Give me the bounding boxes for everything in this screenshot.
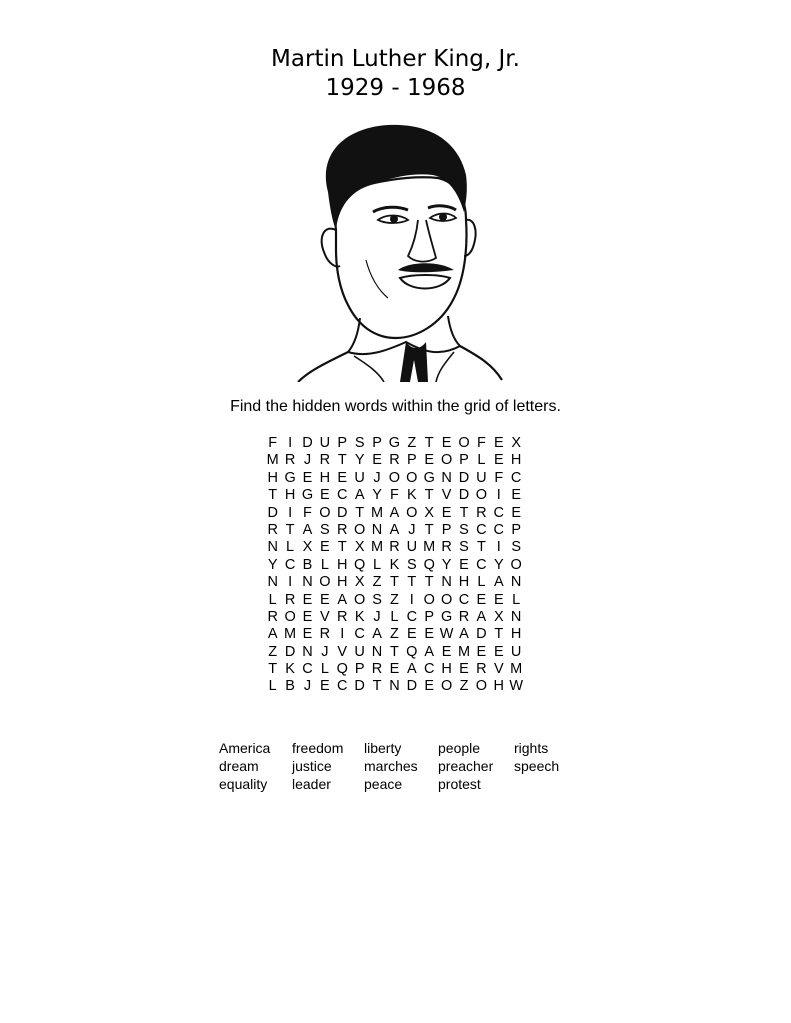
grid-letter: L xyxy=(320,556,329,573)
grid-letter: A xyxy=(302,521,313,538)
grid-letter: D xyxy=(458,469,470,486)
word-list-item: America xyxy=(219,740,271,756)
grid-letter: L xyxy=(286,539,295,556)
grid-letter: X xyxy=(354,539,365,556)
grid-letter: Y xyxy=(441,556,452,573)
grid-letter: N xyxy=(510,574,522,591)
grid-letter: Z xyxy=(390,591,399,608)
grid-letter: H xyxy=(284,487,296,504)
grid-letter: N xyxy=(371,643,383,660)
grid-row xyxy=(264,574,525,591)
grid-letter: T xyxy=(390,574,399,591)
grid-letter: O xyxy=(319,504,331,521)
grid-row xyxy=(264,626,525,643)
grid-letter: R xyxy=(337,521,348,538)
grid-letter: D xyxy=(302,435,313,451)
grid-letter: A xyxy=(476,608,487,625)
grid-letter: L xyxy=(477,452,486,469)
grid-row xyxy=(264,678,525,695)
grid-letter: C xyxy=(337,678,348,695)
grid-letter: Y xyxy=(267,556,278,573)
grid-letter: U xyxy=(510,643,522,660)
grid-letter: R xyxy=(458,608,470,625)
grid-letter: Y xyxy=(354,452,365,469)
grid-letter: T xyxy=(372,678,382,695)
grid-letter: P xyxy=(441,521,452,538)
word-list-item: freedom xyxy=(292,740,344,756)
grid-letter: L xyxy=(373,556,382,573)
grid-letter: R xyxy=(337,608,348,625)
grid-letter: E xyxy=(302,608,313,625)
grid-letter: E xyxy=(302,591,313,608)
grid-letter: C xyxy=(337,487,348,504)
grid-letter: F xyxy=(303,504,312,521)
grid-letter: A xyxy=(493,574,504,591)
grid-letter: N xyxy=(389,678,400,695)
grid-letter: F xyxy=(476,435,486,451)
grid-letter: U xyxy=(354,469,365,486)
grid-letter: J xyxy=(303,678,312,695)
grid-letter: G xyxy=(388,435,401,451)
grid-letter: W xyxy=(509,678,523,695)
grid-letter: C xyxy=(302,661,313,678)
grid-letter: O xyxy=(440,452,453,469)
grid-letter: Q xyxy=(423,556,435,573)
grid-letter: E xyxy=(424,626,435,643)
grid-letter: H xyxy=(337,556,348,573)
grid-letter: P xyxy=(406,452,417,469)
grid-letter: F xyxy=(268,435,278,451)
grid-letter: I xyxy=(288,435,293,451)
word-column xyxy=(514,739,574,793)
grid-letter: A xyxy=(372,626,382,643)
grid-letter: E xyxy=(406,626,417,643)
grid-letter: R xyxy=(389,452,400,469)
grid-letter: D xyxy=(337,504,348,521)
grid-letter: G xyxy=(440,608,453,625)
grid-letter: P xyxy=(372,435,382,451)
grid-letter: Q xyxy=(354,556,366,573)
grid-letter: V xyxy=(493,661,504,678)
grid-letter: O xyxy=(423,591,435,608)
grid-letter: N xyxy=(267,574,278,591)
word-list-item: liberty xyxy=(364,740,402,756)
grid-letter: O xyxy=(458,435,470,451)
grid-letter: Z xyxy=(390,626,399,643)
grid-letter: N xyxy=(302,574,313,591)
grid-letter: M xyxy=(370,539,384,556)
grid-letter: O xyxy=(510,556,522,573)
grid-letter: G xyxy=(284,469,296,486)
grid-letter: C xyxy=(493,504,505,521)
grid-letter: R xyxy=(319,626,331,643)
grid-letter: J xyxy=(303,452,312,469)
worksheet-title xyxy=(0,45,791,103)
grid-letter: R xyxy=(389,539,400,556)
grid-letter: R xyxy=(371,661,383,678)
grid-letter: E xyxy=(302,469,313,486)
grid-letter: E xyxy=(459,661,469,678)
grid-letter: P xyxy=(511,521,521,538)
grid-row xyxy=(264,505,525,522)
grid-letter: U xyxy=(476,469,487,486)
grid-letter: O xyxy=(354,591,366,608)
grid-letter: I xyxy=(340,626,345,643)
grid-letter: N xyxy=(302,643,313,660)
grid-letter: E xyxy=(493,452,504,469)
grid-letter: X xyxy=(493,608,504,625)
grid-letter: S xyxy=(406,556,417,573)
grid-letter: E xyxy=(511,504,521,521)
grid-letter: E xyxy=(459,556,469,573)
word-list-item: preacher xyxy=(438,758,494,774)
grid-letter: E xyxy=(441,643,452,660)
grid-letter: S xyxy=(511,539,521,556)
grid-letter: Q xyxy=(336,661,348,678)
grid-letter: M xyxy=(423,539,436,556)
grid-letter: C xyxy=(423,661,435,678)
grid-letter: H xyxy=(319,469,331,486)
grid-letter: O xyxy=(440,678,453,695)
grid-letter: C xyxy=(476,556,487,573)
grid-letter: C xyxy=(493,521,505,538)
grid-letter: I xyxy=(288,504,293,521)
grid-letter: K xyxy=(389,556,400,573)
portrait-drawing xyxy=(288,120,508,382)
grid-letter: H xyxy=(458,574,470,591)
word-list-item: marches xyxy=(364,758,418,774)
grid-letter: E xyxy=(493,435,504,451)
word-column xyxy=(364,739,438,793)
grid-row xyxy=(264,452,525,469)
grid-letter: O xyxy=(440,591,453,608)
grid-letter: J xyxy=(373,608,381,625)
title-name: Martin Luther King, Jr. xyxy=(271,46,520,72)
grid-letter: T xyxy=(494,626,504,643)
grid-letter: N xyxy=(510,608,522,625)
grid-letter: Y xyxy=(372,487,382,504)
grid-letter: D xyxy=(458,487,470,504)
grid-letter: K xyxy=(406,487,417,504)
grid-letter: K xyxy=(285,661,295,678)
grid-letter: I xyxy=(496,539,501,556)
grid-letter: T xyxy=(355,504,365,521)
grid-letter: X xyxy=(354,574,365,591)
grid-letter: D xyxy=(406,678,418,695)
grid-letter: F xyxy=(494,469,504,486)
grid-letter: P xyxy=(459,452,469,469)
grid-letter: U xyxy=(319,435,331,451)
grid-letter: O xyxy=(406,504,418,521)
grid-letter: E xyxy=(320,539,330,556)
grid-letter: L xyxy=(477,574,486,591)
word-list-item: speech xyxy=(514,758,560,774)
grid-letter: L xyxy=(512,591,521,608)
grid-row xyxy=(264,644,525,661)
grid-letter: I xyxy=(409,591,414,608)
grid-letter: T xyxy=(337,452,347,469)
grid-letter: U xyxy=(354,643,365,660)
grid-letter: E xyxy=(441,504,452,521)
grid-letter: H xyxy=(510,452,522,469)
grid-letter: T xyxy=(285,521,295,538)
grid-letter: A xyxy=(424,643,435,660)
grid-letter: R xyxy=(476,504,487,521)
grid-row xyxy=(264,592,525,609)
grid-letter: O xyxy=(354,521,366,538)
grid-letter: E xyxy=(424,452,435,469)
title-years: 1929 - 1968 xyxy=(325,75,466,101)
grid-letter: D xyxy=(476,626,487,643)
grid-row xyxy=(264,539,525,556)
grid-letter: P xyxy=(337,435,348,451)
grid-letter: C xyxy=(406,608,418,625)
grid-letter: T xyxy=(476,539,486,556)
grid-row xyxy=(264,609,525,626)
grid-letter: O xyxy=(284,608,296,625)
grid-row xyxy=(264,522,525,539)
grid-letter: A xyxy=(354,487,365,504)
grid-letter: V xyxy=(337,643,348,660)
grid-letter: T xyxy=(268,487,278,504)
grid-letter: S xyxy=(459,539,469,556)
word-list xyxy=(219,739,574,793)
grid-letter: E xyxy=(320,678,330,695)
grid-letter: T xyxy=(337,539,347,556)
word-column xyxy=(292,739,364,793)
grid-letter: E xyxy=(476,643,487,660)
word-list-item: leader xyxy=(292,776,331,792)
grid-letter: T xyxy=(459,504,469,521)
grid-letter: C xyxy=(458,591,470,608)
grid-letter: V xyxy=(320,608,330,625)
grid-letter: J xyxy=(321,643,329,660)
grid-letter: R xyxy=(267,608,278,625)
grid-letter: Z xyxy=(268,643,278,660)
grid-letter: M xyxy=(284,626,297,643)
grid-letter: W xyxy=(439,626,454,643)
grid-letter: T xyxy=(390,643,399,660)
grid-letter: X xyxy=(424,504,435,521)
grid-letter: O xyxy=(388,469,401,486)
grid-letter: F xyxy=(390,487,399,504)
grid-row xyxy=(264,435,525,452)
grid-letter: S xyxy=(320,521,330,538)
grid-letter: S xyxy=(372,591,382,608)
grid-letter: N xyxy=(441,574,452,591)
grid-letter: T xyxy=(424,574,434,591)
grid-letter: D xyxy=(267,504,278,521)
grid-letter: H xyxy=(337,574,348,591)
grid-letter: Z xyxy=(372,574,382,591)
word-list-item: peace xyxy=(364,776,403,792)
grid-letter: A xyxy=(337,591,348,608)
grid-letter: M xyxy=(266,452,279,469)
grid-row xyxy=(264,557,525,574)
grid-letter: G xyxy=(301,487,314,504)
grid-letter: D xyxy=(284,643,296,660)
grid-letter: E xyxy=(389,661,400,678)
grid-letter: I xyxy=(496,487,501,504)
grid-letter: M xyxy=(457,643,471,660)
grid-letter: R xyxy=(441,539,452,556)
grid-row xyxy=(264,661,525,678)
grid-letter: L xyxy=(268,591,277,608)
grid-letter: E xyxy=(424,678,435,695)
grid-letter: T xyxy=(268,661,278,678)
grid-letter: O xyxy=(319,574,331,591)
grid-letter: H xyxy=(441,661,452,678)
grid-letter: A xyxy=(389,504,400,521)
grid-letter: X xyxy=(302,539,313,556)
grid-letter: J xyxy=(373,469,381,486)
word-column xyxy=(438,739,514,793)
grid-letter: B xyxy=(285,678,295,695)
grid-letter: E xyxy=(441,435,452,451)
grid-letter: D xyxy=(354,678,365,695)
grid-letter: T xyxy=(424,435,434,451)
grid-letter: I xyxy=(288,574,293,591)
grid-letter: T xyxy=(424,487,434,504)
grid-letter: C xyxy=(476,521,487,538)
word-list-item: protest xyxy=(438,776,481,792)
grid-letter: K xyxy=(354,608,365,625)
grid-letter: P xyxy=(424,608,435,625)
grid-letter: E xyxy=(493,591,504,608)
grid-letter: T xyxy=(424,521,434,538)
grid-letter: H xyxy=(493,678,505,695)
grid-letter: Q xyxy=(406,643,418,660)
grid-letter: E xyxy=(493,643,504,660)
grid-letter: L xyxy=(320,661,329,678)
grid-letter: A xyxy=(267,626,278,643)
grid-letter: R xyxy=(284,452,296,469)
grid-letter: B xyxy=(302,556,313,573)
grid-letter: H xyxy=(267,469,278,486)
word-list-item: people xyxy=(438,740,481,756)
grid-letter: A xyxy=(389,521,400,538)
word-list-item: justice xyxy=(292,758,332,774)
grid-row xyxy=(264,487,525,504)
grid-letter: V xyxy=(441,487,452,504)
word-column xyxy=(219,739,292,793)
word-list-item: equality xyxy=(219,776,268,792)
grid-letter: R xyxy=(267,521,278,538)
grid-letter: E xyxy=(320,487,330,504)
grid-letter: M xyxy=(370,504,384,521)
grid-letter: U xyxy=(406,539,418,556)
grid-letter: Z xyxy=(459,678,469,695)
grid-letter: R xyxy=(319,452,331,469)
grid-letter: C xyxy=(510,469,522,486)
grid-letter: E xyxy=(337,469,348,486)
grid-letter: O xyxy=(475,678,488,695)
grid-letter: L xyxy=(268,678,277,695)
grid-letter: O xyxy=(406,469,418,486)
word-list-item: dream xyxy=(219,758,259,774)
grid-letter: E xyxy=(372,452,382,469)
instructions-text: Find the hidden words within the grid of letters. xyxy=(230,398,561,415)
grid-letter: A xyxy=(459,626,469,643)
grid-letter: E xyxy=(320,591,330,608)
grid-letter: N xyxy=(267,539,278,556)
grid-letter: O xyxy=(475,487,488,504)
grid-row xyxy=(264,470,525,487)
grid-letter: Y xyxy=(493,556,504,573)
grid-letter: J xyxy=(408,521,416,538)
grid-letter: L xyxy=(390,608,399,625)
grid-letter: N xyxy=(371,521,383,538)
grid-letter: C xyxy=(284,556,296,573)
grid-letter: E xyxy=(476,591,487,608)
grid-letter: R xyxy=(476,661,487,678)
grid-letter: T xyxy=(407,574,417,591)
grid-letter: P xyxy=(354,661,365,678)
grid-letter: N xyxy=(441,469,452,486)
word-search-grid xyxy=(264,435,525,696)
grid-letter: E xyxy=(302,626,313,643)
grid-letter: C xyxy=(354,626,365,643)
grid-letter: S xyxy=(459,521,469,538)
grid-letter: H xyxy=(510,626,522,643)
word-list-item: rights xyxy=(514,740,549,756)
grid-letter: X xyxy=(511,435,521,451)
grid-letter: Z xyxy=(407,435,417,451)
grid-letter: G xyxy=(423,469,435,486)
grid-letter: S xyxy=(354,435,365,451)
grid-letter: E xyxy=(511,487,521,504)
grid-letter: M xyxy=(510,661,523,678)
grid-letter: A xyxy=(406,661,417,678)
grid-letter: R xyxy=(284,591,296,608)
